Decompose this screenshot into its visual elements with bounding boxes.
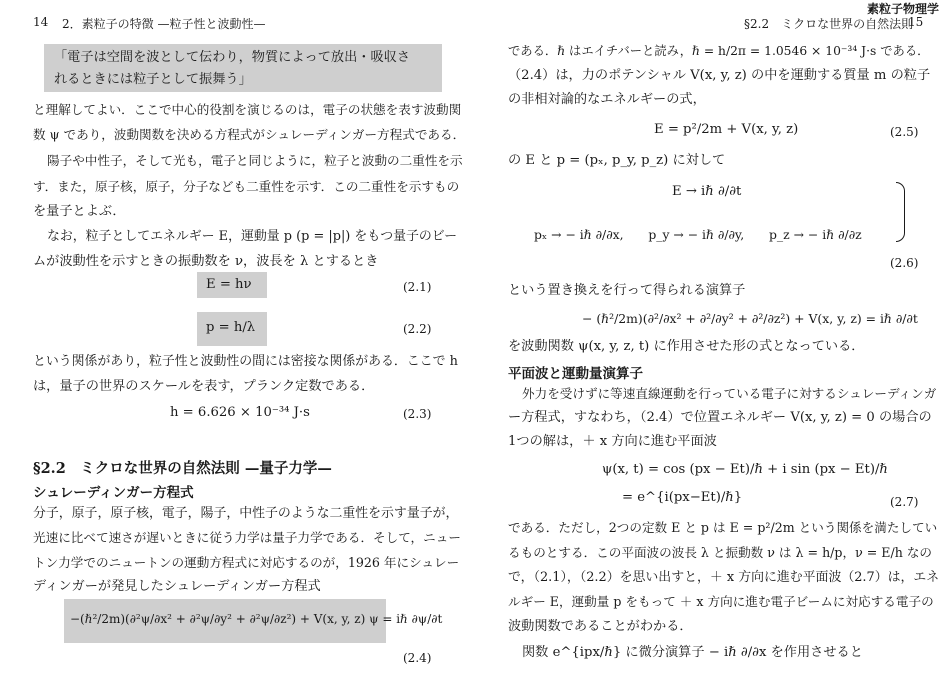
r-para5-line-2: ー方程式，すなわち，（2.4）で位置エネルギー V(x, y, z) = 0 の場合の	[508, 410, 932, 425]
section-heading: §2.2 ミクロな世界の自然法則 —量子力学—	[33, 460, 332, 477]
left-page	[0, 0, 472, 675]
right-subheading: 平面波と運動量演算子	[508, 366, 643, 382]
r-para6-line-4: ルギー E，運動量 p をもって ＋ x 方向に進む電子ビームに対応する電子の	[508, 594, 934, 609]
r-para7: 関数 e^{ipx/ℏ} に微分演算子 − iℏ ∂/∂x を作用させると	[522, 645, 863, 660]
right-running-head: §2.2 ミクロな世界の自然法則	[744, 17, 914, 31]
para5-line-4: ディンガーが発見したシュレーディンガー方程式	[33, 579, 321, 594]
equation-2-7-line-1: ψ(x, t) = cos (px − Et)/ℏ + i sin (px − Et)/ℏ	[602, 462, 888, 477]
para5-line-2: 光速に比べて速さが遅いときに従う力学は量子力学である．そして，ニュー	[33, 530, 461, 545]
highlight-line-1: 「電子は空間を波として伝わり，物質によって放出・吸収さ	[54, 50, 411, 65]
equation-2-3: h = 6.626 × 10⁻³⁴ J·s	[170, 405, 310, 420]
equation-2-2: p = h/λ	[206, 320, 256, 335]
highlight-line-2: れるときには粒子として振舞う」	[54, 72, 252, 87]
left-subheading: シュレーディンガー方程式	[33, 485, 194, 501]
left-running-head: 2．素粒子の特徴 —粒子性と波動性—	[62, 17, 266, 31]
r-para1-line-1: である．ℏ はエイチバーと読み，ℏ = h/2π = 1.0546 × 10⁻³⁴ J·s である．	[508, 44, 930, 58]
equation-2-4: −(ℏ²/2m)(∂²ψ/∂x² + ∂²ψ/∂y² + ∂²ψ/∂z²) + V(x, y, z) ψ = iℏ ∂ψ/∂t	[70, 612, 443, 626]
r-para5-line-3: 1つの解は，＋ x 方向に進む平面波	[508, 434, 717, 449]
equation-2-1-number: (2.1)	[403, 280, 432, 294]
para5-line-3: トン力学でのニュートンの運動方程式に対応するのが，1926 年にシュレー	[33, 555, 460, 570]
left-page-number: 14	[33, 15, 49, 29]
r-para1-line-3: の非相対論的なエネルギーの式，	[508, 92, 706, 107]
r-para2: の E と p = (pₓ, p_y, p_z) に対して	[508, 153, 726, 168]
r-para3: という置き換えを行って得られる演算子	[508, 283, 746, 298]
para4-line-1: という関係があり，粒子性と波動性の間には密接な関係がある．ここで h	[33, 354, 458, 369]
para1-line-2: 数 ψ であり，波動関数を決める方程式がシュレーディンガー方程式である．	[33, 127, 466, 142]
right-page	[472, 0, 945, 675]
para2-line-3: を量子とよぶ．	[33, 204, 126, 219]
r-para6-line-3: で，（2.1），（2.2）を思い出すと，＋ x 方向に進む平面波（2.7）は，エネ	[508, 570, 940, 585]
equation-2-5-number: (2.5)	[890, 125, 919, 139]
r-para1-line-2: （2.4）は，力のポテンシャル V(x, y, z) の中を運動する質量 m の粒子	[508, 68, 931, 83]
r-para6-line-2: るものとする．この平面波の波長 λ と振動数 ν は λ = h/p，ν = E/h なの	[508, 545, 933, 560]
para2-line-1: 陽子や中性子，そして光も，電子と同じように，粒子と波動の二重性を示	[47, 153, 463, 168]
operator-equation: − (ℏ²/2m)(∂²/∂x² + ∂²/∂y² + ∂²/∂z²) + V(x, y, z) = iℏ ∂/∂t	[582, 311, 918, 326]
equation-2-6-row-2: pₓ → − iℏ ∂/∂x, p_y → − iℏ ∂/∂y, p_z → − iℏ ∂/∂z	[534, 227, 862, 242]
equation-2-6-number: (2.6)	[890, 256, 919, 270]
para3-line-1: なお，粒子としてエネルギー E，運動量 p (p = |p|) をもつ量子のビー	[47, 229, 458, 244]
corner-label: 素粒子物理学	[866, 2, 939, 16]
para3-line-2: ムが波動性を示すときの振動数を ν，波長を λ とするとき	[33, 254, 379, 269]
equation-2-3-number: (2.3)	[403, 407, 432, 421]
equation-2-5: E = p²/2m + V(x, y, z)	[654, 122, 799, 137]
para1-line-1: と理解してよい．ここで中心的役割を演じるのは，電子の状態を表す波動関	[33, 102, 462, 117]
para5-line-1: 分子，原子，原子核，電子，陽子，中性子のような二重性を示す量子が，	[33, 506, 459, 521]
right-page-number: 15	[908, 15, 924, 29]
equation-2-4-number: (2.4)	[403, 651, 432, 665]
r-para4: を波動関数 ψ(x, y, z, t) に作用させた形の式となっている．	[508, 339, 865, 354]
equation-2-7-line-2: = e^{i(px−Et)/ℏ}	[622, 490, 743, 505]
r-para5-line-1: 外力を受けずに等速直線運動を行っている電子に対するシュレーディンガ	[522, 386, 937, 401]
equation-2-2-number: (2.2)	[403, 322, 432, 336]
r-para6-line-1: である．ただし，2つの定数 E と p は E = p²/2m という関係を満たしてい	[508, 520, 938, 535]
equation-2-1: E = hν	[206, 277, 252, 292]
para4-line-2: は，量子の世界のスケールを表す，プランク定数である．	[33, 379, 375, 394]
equation-2-7-number: (2.7)	[890, 495, 919, 509]
equation-2-6-row-1: E → iℏ ∂/∂t	[672, 184, 742, 199]
para2-line-2: す．また，原子核，原子，分子なども二重性を示す．この二重性を示すもの	[33, 179, 460, 194]
r-para6-line-5: 波動関数であることがわかる．	[508, 619, 693, 634]
equation-2-6-brace	[896, 182, 905, 242]
